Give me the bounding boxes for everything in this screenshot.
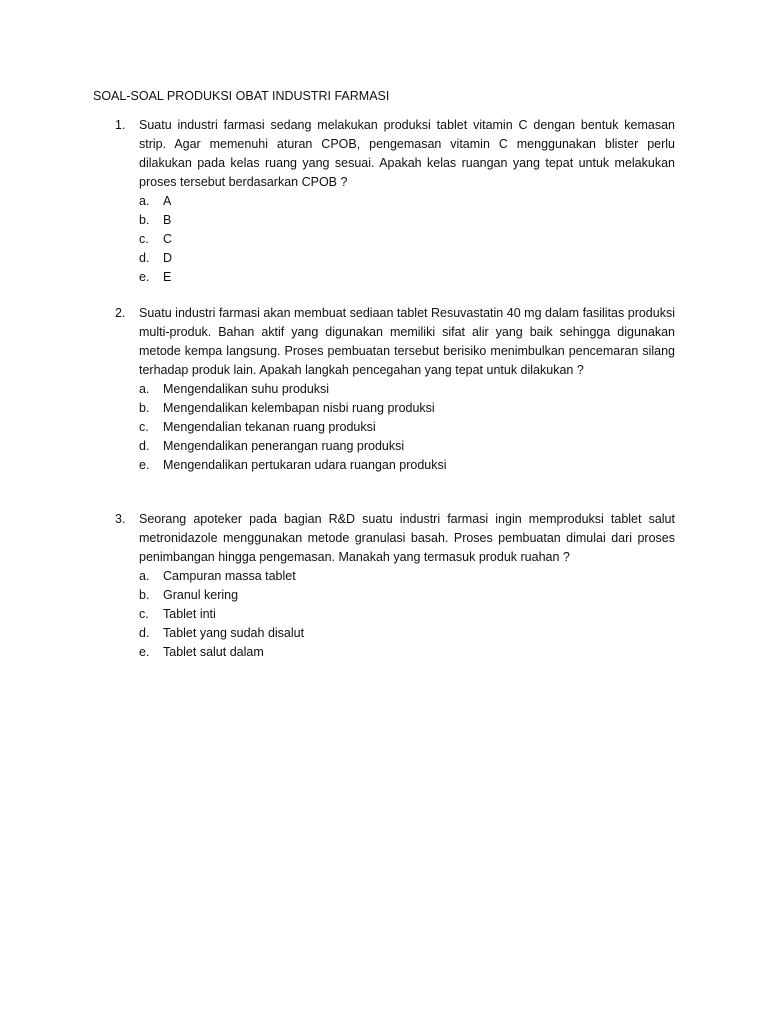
option-letter: d.: [139, 439, 150, 453]
question-2: [115, 304, 675, 475]
option-text: Mengendalian tekanan ruang produksi: [163, 420, 376, 434]
question-1: [115, 116, 675, 287]
option-b: [139, 211, 675, 230]
option-text: Granul kering: [163, 588, 239, 602]
option-text: Tablet yang sudah disalut: [163, 626, 305, 640]
option-letter: a.: [139, 382, 150, 396]
answer-options: [139, 567, 675, 662]
option-e: [139, 456, 675, 475]
option-d: [139, 437, 675, 456]
answer-options: [139, 192, 675, 287]
option-letter: a.: [139, 569, 150, 583]
option-text: C: [163, 232, 173, 246]
option-letter: d.: [139, 251, 150, 265]
option-letter: e.: [139, 270, 150, 284]
option-text: A: [163, 194, 172, 208]
option-letter: e.: [139, 458, 150, 472]
option-letter: a.: [139, 194, 150, 208]
question-text: Suatu industri farmasi sedang melakukan produksi tablet vitamin C dengan bentuk kemasan strip. Agar memenuhi aturan CPOB, pengemasan vitamin C menggunakan blister perlu dilakukan pada kelas ruang yang sesuai. Apakah kelas ruangan yang tepat untuk melakukan proses tersebut berdasarkan CPOB ?: [139, 118, 675, 189]
option-d: [139, 624, 675, 643]
option-text: Tablet salut dalam: [163, 645, 264, 659]
option-text: E: [163, 270, 172, 284]
option-a: [139, 192, 675, 211]
question-3: [115, 510, 675, 662]
option-text: Campuran massa tablet: [163, 569, 296, 583]
option-text: B: [163, 213, 172, 227]
option-a: [139, 380, 675, 399]
option-letter: c.: [139, 607, 149, 621]
option-text: Mengendalikan penerangan ruang produksi: [163, 439, 405, 453]
option-letter: c.: [139, 420, 149, 434]
option-c: [139, 605, 675, 624]
option-text: Mengendalikan suhu produksi: [163, 382, 330, 396]
option-text: D: [163, 251, 173, 265]
question-text: Suatu industri farmasi akan membuat sediaan tablet Resuvastatin 40 mg dalam fasilitas produksi multi-produk. Bahan aktif yang digunakan memiliki sifat alir yang baik sehingga digunakan metode kempa langsung. Proses pembuatan tersebut berisiko menimbulkan pencemaran silang terhadap produk lain. Apakah langkah pencegahan yang tepat untuk dilakukan ?: [139, 306, 675, 377]
option-e: [139, 268, 675, 287]
question-number: 2.: [115, 306, 126, 320]
option-letter: e.: [139, 645, 150, 659]
question-number: 3.: [115, 512, 126, 526]
question-number: 1.: [115, 118, 126, 132]
option-text: Mengendalikan pertukaran udara ruangan produksi: [163, 458, 447, 472]
option-letter: b.: [139, 401, 150, 415]
option-text: Mengendalikan kelembapan nisbi ruang produksi: [163, 401, 435, 415]
document-title: SOAL-SOAL PRODUKSI OBAT INDUSTRI FARMASI: [93, 89, 390, 103]
option-c: [139, 230, 675, 249]
option-letter: c.: [139, 232, 149, 246]
answer-options: [139, 380, 675, 475]
option-letter: b.: [139, 213, 150, 227]
option-letter: b.: [139, 588, 150, 602]
option-d: [139, 249, 675, 268]
option-text: Tablet inti: [163, 607, 216, 621]
option-c: [139, 418, 675, 437]
option-a: [139, 567, 675, 586]
option-e: [139, 643, 675, 662]
question-text: Seorang apoteker pada bagian R&D suatu industri farmasi ingin memproduksi tablet salut metronidazole menggunakan metode granulasi basah. Proses pembuatan dimulai dari proses penimbangan hingga pengemasan. Manakah yang termasuk produk ruahan ?: [139, 512, 675, 564]
option-b: [139, 586, 675, 605]
option-letter: d.: [139, 626, 150, 640]
option-b: [139, 399, 675, 418]
